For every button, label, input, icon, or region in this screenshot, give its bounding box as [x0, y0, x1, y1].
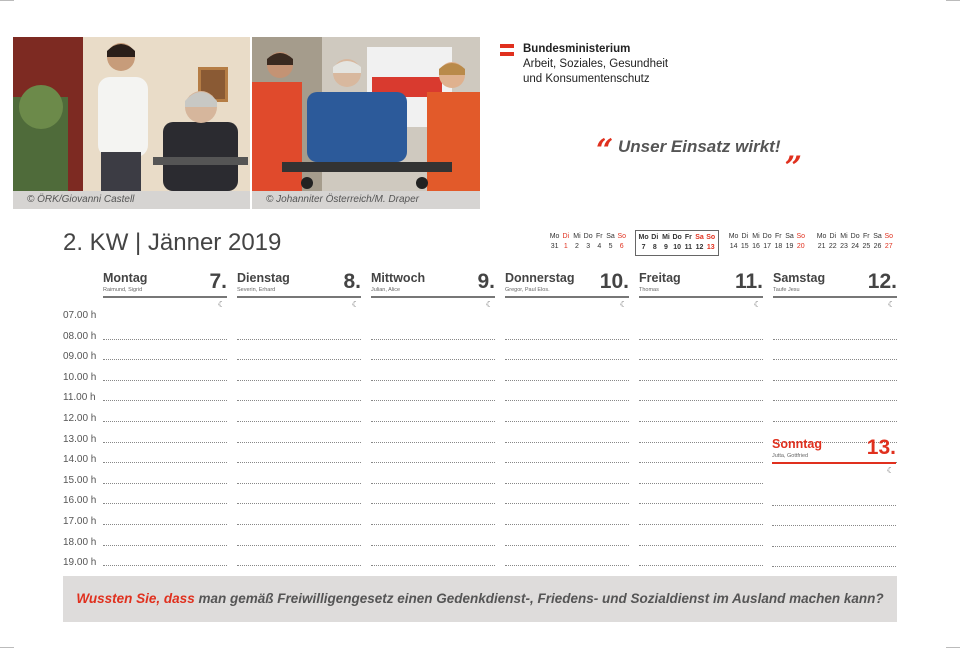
note-line[interactable]: [103, 504, 227, 525]
day-header: [505, 271, 629, 298]
note-lines: [237, 319, 361, 587]
note-line[interactable]: [505, 381, 629, 402]
day-number: 8.: [343, 270, 361, 293]
fact-text: man gemäß Freiwilligengesetz einen Gedenkdienst-, Friedens- und Sozialdienst im Ausland machen kann?: [194, 591, 884, 606]
mini-calendar-weekday: So: [884, 233, 893, 240]
ministry-logo: [500, 42, 668, 87]
day-name: Freitag: [639, 271, 681, 285]
moon-icon: ☾: [619, 300, 627, 309]
mini-calendar-date: 11: [684, 244, 693, 251]
name-day: Taufe Jesu: [773, 287, 800, 293]
note-line[interactable]: [639, 422, 763, 443]
note-line[interactable]: [639, 546, 763, 567]
mini-calendar-weekday: Do: [583, 233, 593, 240]
mini-calendar-weekday: Mi: [840, 233, 848, 240]
note-line[interactable]: [772, 526, 896, 547]
day-header: [237, 271, 361, 298]
note-line[interactable]: [371, 340, 495, 361]
name-day: Severin, Erhard: [237, 287, 276, 293]
note-line[interactable]: [103, 319, 227, 340]
day-number: 13.: [866, 436, 896, 459]
ministry-name: Bundesministerium: [523, 43, 631, 55]
mini-calendar-date: 10: [673, 244, 682, 251]
close-quote: „: [785, 133, 803, 168]
mini-calendar: [549, 232, 627, 252]
note-line[interactable]: [505, 504, 629, 525]
day-number: 10.: [599, 270, 629, 293]
mini-calendar-weekday: Mo: [816, 233, 827, 240]
day-column-freitag: [639, 270, 763, 309]
note-line[interactable]: [237, 504, 361, 525]
mini-calendar-weekday: Fr: [863, 233, 870, 240]
day-column-montag: [103, 270, 227, 309]
moon-icon: ☾: [351, 300, 359, 309]
mini-calendar-date: 20: [796, 243, 805, 250]
moon-icon: ☾: [485, 300, 493, 309]
time-label: 08.00 h: [63, 330, 97, 342]
mini-calendar-weekday: Do: [762, 233, 772, 240]
time-label: 17.00 h: [63, 515, 97, 527]
note-line[interactable]: [505, 525, 629, 546]
day-column-samstag: [773, 270, 897, 309]
mini-calendar-date: 31: [550, 243, 559, 250]
note-line[interactable]: [639, 443, 763, 464]
note-line[interactable]: [237, 443, 361, 464]
note-line[interactable]: [639, 381, 763, 402]
slogan-text: Unser Einsatz wirkt!: [618, 137, 781, 156]
note-line[interactable]: [371, 525, 495, 546]
mini-calendar-date: 2: [575, 243, 579, 250]
mini-calendar-weekday: Mo: [549, 233, 560, 240]
time-label: 12.00 h: [63, 412, 97, 424]
fact-lead: Wussten Sie, dass: [76, 591, 195, 606]
note-line[interactable]: [103, 360, 227, 381]
week-title: 2. KW | Jänner 2019: [63, 229, 282, 256]
note-line[interactable]: [103, 525, 227, 546]
photo-paramedics-image: [252, 37, 480, 191]
time-label: 14.00 h: [63, 454, 97, 466]
note-line[interactable]: [103, 484, 227, 505]
note-line[interactable]: [773, 401, 897, 422]
mini-calendar-weekday: So: [796, 233, 805, 240]
note-line[interactable]: [639, 401, 763, 422]
mini-calendar-date: 26: [873, 243, 882, 250]
name-day: Jutta, Gottfried: [772, 453, 809, 459]
mini-calendar-weekday: Do: [672, 234, 682, 241]
note-line[interactable]: [505, 546, 629, 567]
crop-mark: [946, 0, 960, 1]
crop-mark: [0, 647, 14, 648]
note-line[interactable]: [237, 340, 361, 361]
mini-calendar-weekday: Fr: [775, 233, 782, 240]
day-column-dienstag: [237, 270, 361, 309]
note-line[interactable]: [639, 484, 763, 505]
note-line[interactable]: [371, 381, 495, 402]
note-line[interactable]: [772, 506, 896, 527]
photo-caregiver: [13, 37, 250, 209]
note-lines: [371, 319, 495, 587]
note-line[interactable]: [371, 360, 495, 381]
open-quote: “: [596, 133, 614, 168]
note-line[interactable]: [505, 484, 629, 505]
day-name: Sonntag: [772, 437, 822, 451]
note-line[interactable]: [237, 381, 361, 402]
day-header: [639, 271, 763, 298]
day-number: 7.: [209, 270, 227, 293]
day-number: 11.: [734, 270, 763, 293]
day-header: [773, 271, 897, 298]
mini-calendar-date: 6: [619, 243, 624, 250]
note-line[interactable]: [773, 319, 897, 340]
mini-calendar-date: 21: [817, 243, 826, 250]
mini-calendar-date: 5: [608, 243, 613, 250]
time-label: 11.00 h: [63, 392, 96, 404]
note-line[interactable]: [371, 443, 495, 464]
time-label: 09.00 h: [63, 351, 97, 363]
note-line[interactable]: [237, 525, 361, 546]
mini-calendar-weekday: Do: [850, 233, 860, 240]
note-line[interactable]: [773, 360, 897, 381]
note-line[interactable]: [237, 463, 361, 484]
note-line[interactable]: [639, 319, 763, 340]
name-day: Gregor, Paul Elos.: [505, 287, 550, 293]
mini-calendar-weekday: Mi: [752, 233, 760, 240]
mini-calendar-date: 1: [563, 243, 568, 250]
note-line[interactable]: [237, 484, 361, 505]
note-line[interactable]: [371, 401, 495, 422]
mini-calendar-weekday: Mi: [573, 233, 581, 240]
mini-calendar-weekday: So: [706, 234, 716, 241]
moon-icon: ☾: [753, 300, 761, 309]
moon-icon: ☾: [887, 300, 895, 309]
note-line[interactable]: [237, 319, 361, 340]
photo-caregiver-image: [13, 37, 250, 191]
mini-calendar-date: 24: [851, 243, 860, 250]
note-line[interactable]: [772, 547, 896, 568]
note-line[interactable]: [237, 546, 361, 567]
note-line[interactable]: [505, 319, 629, 340]
note-line[interactable]: [505, 463, 629, 484]
fact-box: [63, 576, 897, 622]
mini-calendar-date: 3: [586, 243, 591, 250]
mini-calendar-date: 15: [740, 243, 749, 250]
time-label: 18.00 h: [63, 536, 97, 548]
crop-mark: [946, 647, 960, 648]
mini-calendar-weekday: Mo: [728, 233, 739, 240]
time-label: 19.00 h: [63, 557, 97, 569]
note-line[interactable]: [639, 463, 763, 484]
photo-credit: © ÖRK/Giovanni Castell: [13, 191, 250, 209]
moon-icon: ☾: [217, 300, 225, 309]
note-lines: [772, 485, 896, 588]
name-day: Julian, Alice: [371, 287, 401, 293]
mini-calendar-date: 8: [652, 244, 657, 251]
mini-calendar-weekday: So: [617, 233, 626, 240]
mini-calendar-date: 14: [729, 243, 738, 250]
mini-calendar-weekday: Sa: [873, 233, 882, 240]
name-day: Raimund, Sigrid: [103, 287, 143, 293]
mini-calendar-weekday: Sa: [695, 234, 704, 241]
slogan: [596, 133, 803, 168]
note-line[interactable]: [103, 401, 227, 422]
note-line[interactable]: [639, 360, 763, 381]
note-line[interactable]: [505, 360, 629, 381]
note-line[interactable]: [103, 443, 227, 464]
note-lines: [639, 319, 763, 587]
note-line[interactable]: [237, 401, 361, 422]
note-line[interactable]: [103, 546, 227, 567]
note-line[interactable]: [237, 360, 361, 381]
mini-calendar-date: 12: [695, 244, 704, 251]
mini-calendar-date: 9: [664, 244, 668, 251]
mini-calendar-date: 17: [763, 243, 772, 250]
note-line[interactable]: [371, 319, 495, 340]
note-line[interactable]: [639, 340, 763, 361]
mini-calendar-weekday: Di: [651, 234, 659, 241]
mini-calendar-date: 16: [752, 243, 760, 250]
note-line[interactable]: [773, 340, 897, 361]
mini-calendar-weekday: Di: [741, 233, 749, 240]
mini-calendar-weekday: Di: [562, 233, 570, 240]
photo-credit: © Johanniter Österreich/M. Draper: [252, 191, 480, 209]
mini-calendar-weekday: Mo: [638, 234, 649, 241]
day-name: Montag: [103, 271, 148, 285]
mini-calendar: [816, 232, 894, 252]
day-name: Samstag: [773, 271, 826, 285]
note-lines: [505, 319, 629, 587]
time-label: 10.00 h: [63, 371, 97, 383]
ministry-department: und Konsumentenschutz: [523, 73, 650, 85]
day-name: Dienstag: [237, 271, 290, 285]
mini-calendar-weekday: Fr: [596, 233, 603, 240]
mini-calendar-date: 23: [840, 243, 848, 250]
moon-icon: ☾: [886, 466, 894, 475]
mini-calendar-date: 18: [774, 243, 783, 250]
time-label: 15.00 h: [63, 474, 97, 486]
mini-calendar-date: 19: [785, 243, 794, 250]
note-line[interactable]: [371, 504, 495, 525]
day-column-mittwoch: [371, 270, 495, 309]
photo-paramedics: [252, 37, 480, 209]
time-label: 13.00 h: [63, 433, 97, 445]
mini-calendar-weekday: Mi: [662, 234, 670, 241]
note-line[interactable]: [103, 381, 227, 402]
mini-calendar-date: 13: [706, 244, 715, 251]
note-line[interactable]: [371, 422, 495, 443]
note-line[interactable]: [103, 340, 227, 361]
mini-calendar-weekday: Sa: [606, 233, 615, 240]
note-line[interactable]: [772, 485, 896, 506]
day-number: 12.: [867, 270, 897, 293]
day-name: Mittwoch: [371, 271, 426, 285]
mini-calendar-current-week: [635, 230, 719, 256]
day-column-donnerstag: [505, 270, 629, 309]
note-line[interactable]: [237, 422, 361, 443]
name-day: Thomas: [639, 287, 659, 293]
note-line[interactable]: [103, 463, 227, 484]
note-line[interactable]: [505, 443, 629, 464]
mini-calendar-weekday: Fr: [684, 234, 692, 241]
note-line[interactable]: [371, 463, 495, 484]
mini-calendar: [728, 232, 806, 252]
note-line[interactable]: [371, 546, 495, 567]
day-column-sonntag: [772, 436, 896, 475]
time-column: [63, 310, 96, 578]
note-lines: [103, 319, 227, 587]
note-line[interactable]: [773, 381, 897, 402]
mini-calendar-date: 27: [884, 243, 893, 250]
mini-calendar-date: 22: [828, 243, 837, 250]
day-header: [371, 271, 495, 298]
note-line[interactable]: [505, 422, 629, 443]
note-line[interactable]: [505, 340, 629, 361]
note-line[interactable]: [103, 422, 227, 443]
mini-calendar-date: 25: [862, 243, 871, 250]
day-header: [103, 271, 227, 298]
mini-calendar-weekday: Di: [829, 233, 837, 240]
mini-calendar-weekday: Sa: [785, 233, 794, 240]
note-line[interactable]: [371, 484, 495, 505]
austria-flag-icon: [500, 44, 514, 56]
time-label: 07.00 h: [63, 310, 97, 321]
day-header: [772, 437, 896, 464]
day-name: Donnerstag: [505, 271, 575, 285]
day-number: 9.: [477, 270, 495, 293]
mini-calendar-date: 4: [597, 243, 602, 250]
note-line[interactable]: [639, 504, 763, 525]
note-line[interactable]: [505, 401, 629, 422]
mini-calendar-date: 7: [641, 244, 646, 251]
note-line[interactable]: [639, 525, 763, 546]
ministry-department: Arbeit, Soziales, Gesundheit: [523, 58, 669, 70]
crop-mark: [0, 0, 14, 1]
time-label: 16.00 h: [63, 495, 97, 507]
